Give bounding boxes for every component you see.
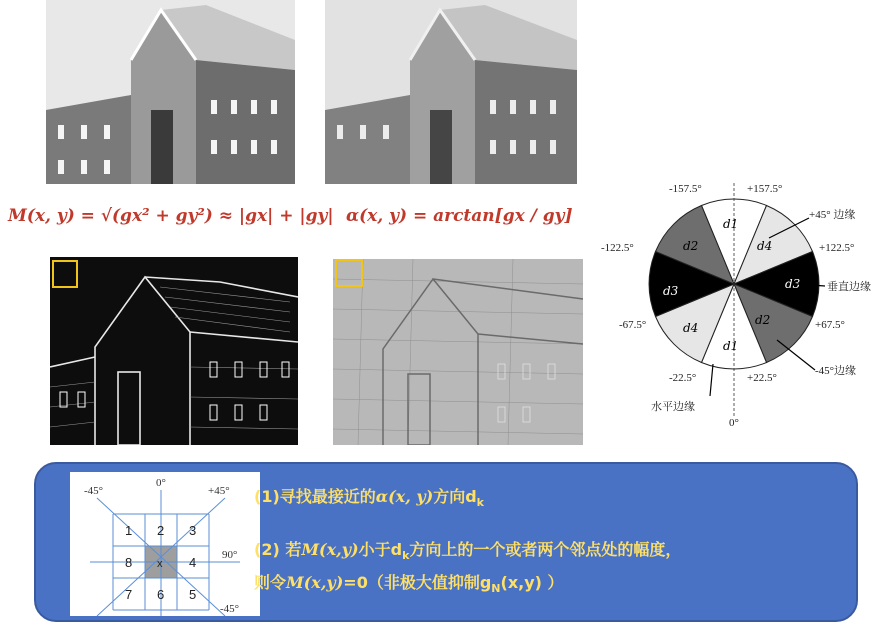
building-original-image xyxy=(46,0,295,184)
cell-8: 8 xyxy=(125,555,133,570)
grid-angle-minus45-top: -45° xyxy=(84,485,104,497)
gradient-magnitude-image xyxy=(50,257,298,445)
angle-label-plus-122: +122.5° xyxy=(819,242,855,254)
angle-label-plus-157: +157.5° xyxy=(747,183,783,195)
cell-4: 4 xyxy=(189,555,197,570)
arrow-horizontal xyxy=(710,364,713,396)
angle-label-minus-22: -22.5° xyxy=(669,372,697,384)
angle-label-plus-67: +67.5° xyxy=(815,319,845,331)
grid-angle-plus45: +45° xyxy=(208,485,230,497)
label-d1-bottom: d1 xyxy=(723,339,739,353)
annotation-minus45-edge: -45°边缘 xyxy=(815,365,857,377)
annotation-vertical-edge: 垂直边缘 xyxy=(827,281,871,293)
cell-2: 2 xyxy=(157,523,165,538)
nms-steps-panel xyxy=(34,462,858,622)
cell-3: 3 xyxy=(189,523,197,538)
grid-angle-minus45-bottom: -45° xyxy=(220,603,240,615)
grid-angle-90: 90° xyxy=(222,549,238,561)
step-2-text: (2) 若M(x,y)小于$d_k$方向上的一个或者两个邻点处的幅度， xyxy=(254,540,682,563)
highlight-box-angle xyxy=(335,259,363,287)
angle-label-minus-122: -122.5° xyxy=(601,242,634,254)
grid-angle-zero: 0° xyxy=(156,477,166,489)
step-1-text: (1)寻找最接近的α(x, y)方向$d_k$ xyxy=(254,487,484,510)
annotation-horizontal-edge: 水平边缘 xyxy=(651,401,695,413)
angle-label-zero: 0° xyxy=(729,417,739,428)
building-smoothed-image xyxy=(325,0,577,184)
cell-x: x xyxy=(157,558,163,570)
cell-6: 6 xyxy=(157,587,165,602)
angle-label-plus-22: +22.5° xyxy=(747,372,777,384)
arrow-minus45 xyxy=(777,340,815,370)
angle-label-minus-67: -67.5° xyxy=(619,319,647,331)
cell-5: 5 xyxy=(189,587,197,602)
neighborhood-grid-card xyxy=(70,472,260,616)
label-d3-right: d3 xyxy=(785,277,801,291)
angle-formula: α(x, y) = arctan[gx / gy] xyxy=(346,206,573,226)
highlight-box-magnitude xyxy=(52,260,78,288)
label-d2-top-left: d2 xyxy=(683,239,699,253)
label-d2-bottom-right: d2 xyxy=(755,313,771,327)
direction-wheel-diagram xyxy=(597,178,891,428)
label-d4-bottom-left: d4 xyxy=(683,321,699,335)
label-d4-top-right: d4 xyxy=(757,239,773,253)
angle-label-minus-157: -157.5° xyxy=(669,183,702,195)
cell-1: 1 xyxy=(125,523,133,538)
gradient-angle-image xyxy=(333,259,583,445)
step-3-text: 则令M(x,y)=0（非极大值抑制$g_N(x,y)$ ） xyxy=(254,573,564,596)
label-d1-top: d1 xyxy=(723,217,739,231)
magnitude-formula: M(x, y) = √(gx² + gy²) ≈ |gx| + |gy| xyxy=(8,206,334,226)
annotation-plus45-edge: +45° 边缘 xyxy=(809,209,856,221)
label-d3-left: d3 xyxy=(663,284,679,298)
cell-7: 7 xyxy=(125,587,133,602)
